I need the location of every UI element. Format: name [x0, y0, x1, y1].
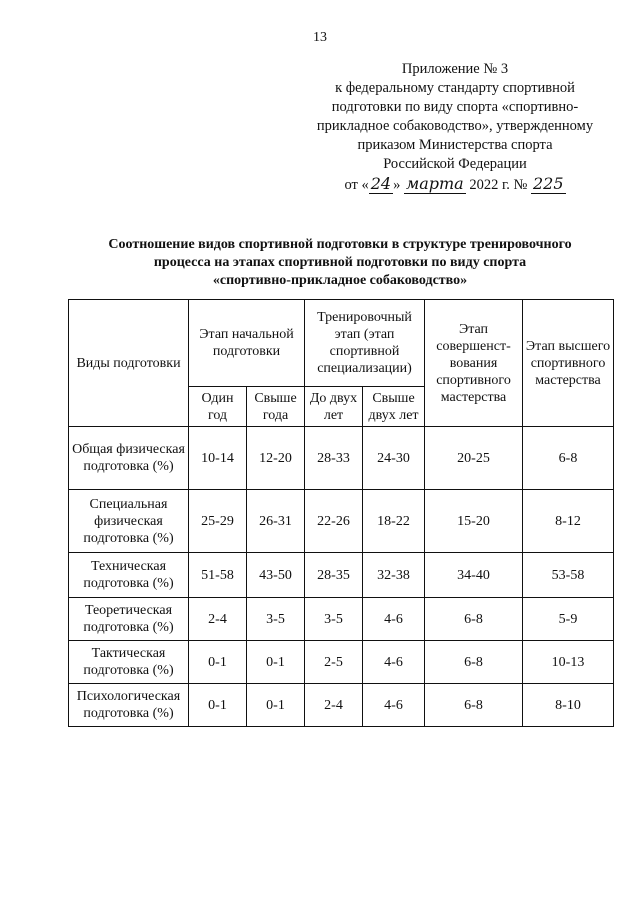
row-label: Тактическая подготовка (%): [69, 641, 189, 684]
table-cell: 6-8: [523, 427, 614, 490]
table-cell: 4-6: [363, 684, 425, 727]
subheader-over-year: Свыше года: [247, 387, 305, 427]
table-cell: 6-8: [425, 684, 523, 727]
header-types: Виды подготовки: [69, 300, 189, 427]
table-cell: 15-20: [425, 490, 523, 553]
table-cell: 32-38: [363, 553, 425, 598]
table-cell: 4-6: [363, 598, 425, 641]
page-number: 13: [313, 30, 327, 45]
row-label: Техническая подготовка (%): [69, 553, 189, 598]
appendix-line: к федеральному стандарту спортивной: [335, 80, 575, 96]
header-initial-stage: Этап начальной подготовки: [189, 300, 305, 387]
appendix-line: Российской Федерации: [383, 156, 527, 172]
handwritten-order-number: 225: [533, 174, 564, 193]
table-cell: 28-35: [305, 553, 363, 598]
table-cell: 53-58: [523, 553, 614, 598]
row-label: Общая физическая подготовка (%): [69, 427, 189, 490]
table-cell: 3-5: [305, 598, 363, 641]
table-cell: 5-9: [523, 598, 614, 641]
table-cell: 25-29: [189, 490, 247, 553]
document-title: Соотношение видов спортивной подготовки в структуре тренировочного процесса на этапах спортивной подготовки по виду спорта «спортивно-прикладное собаководство»: [108, 237, 572, 288]
appendix-line: подготовки по виду спорта «спортивно-: [331, 99, 579, 115]
table-cell: 12-20: [247, 427, 305, 490]
table-cell: 10-14: [189, 427, 247, 490]
table-cell: 18-22: [363, 490, 425, 553]
appendix-line: приказом Министерства спорта: [357, 137, 553, 153]
table-cell: 22-26: [305, 490, 363, 553]
table-cell: 2-4: [189, 598, 247, 641]
table-cell: 28-33: [305, 427, 363, 490]
table-cell: 34-40: [425, 553, 523, 598]
table-cell: 0-1: [247, 684, 305, 727]
table-cell: 2-4: [305, 684, 363, 727]
table-cell: 20-25: [425, 427, 523, 490]
table-cell: 0-1: [189, 641, 247, 684]
row-label: Теоретическая подготовка (%): [69, 598, 189, 641]
table-row: [69, 490, 614, 553]
appendix-title: Приложение № 3: [401, 61, 509, 77]
subheader-up-to-two-years: До двух лет: [305, 387, 363, 427]
appendix-date-line: от « 24 » марта 2022 г. № 225: [344, 174, 564, 193]
table-cell: 43-50: [247, 553, 305, 598]
table-cell: 6-8: [425, 598, 523, 641]
subheader-one-year: Один год: [189, 387, 247, 427]
header-training-stage: Тренировочный этап (этап спортивной специализации): [305, 300, 425, 387]
table-cell: 24-30: [363, 427, 425, 490]
table-cell: 10-13: [523, 641, 614, 684]
table-cell: 3-5: [247, 598, 305, 641]
table-cell: 2-5: [305, 641, 363, 684]
header-higher-stage: Этап высшего спортивного мастерства: [523, 300, 614, 427]
table-row: [69, 427, 614, 490]
training-ratio-table: [68, 299, 614, 727]
row-label: Специальная физическая подготовка (%): [69, 490, 189, 553]
table-cell: 6-8: [425, 641, 523, 684]
table-cell: 8-12: [523, 490, 614, 553]
table-row: [69, 553, 614, 598]
table-row: [69, 598, 614, 641]
appendix-line: прикладное собаководство», утвержденному: [316, 118, 594, 134]
row-label: Психологическая подготовка (%): [69, 684, 189, 727]
appendix-header: [300, 60, 610, 195]
table-row: [69, 684, 614, 727]
handwritten-month: марта: [405, 174, 464, 193]
table-cell: 4-6: [363, 641, 425, 684]
table-cell: 51-58: [189, 553, 247, 598]
header-improvement-stage: Этап совершенст-вования спортивного мастерства: [425, 300, 523, 427]
table-cell: 8-10: [523, 684, 614, 727]
table-cell: 0-1: [189, 684, 247, 727]
handwritten-day: 24: [370, 174, 392, 193]
table-row: [69, 641, 614, 684]
subheader-over-two-years: Свыше двух лет: [363, 387, 425, 427]
table-cell: 26-31: [247, 490, 305, 553]
table-cell: 0-1: [247, 641, 305, 684]
